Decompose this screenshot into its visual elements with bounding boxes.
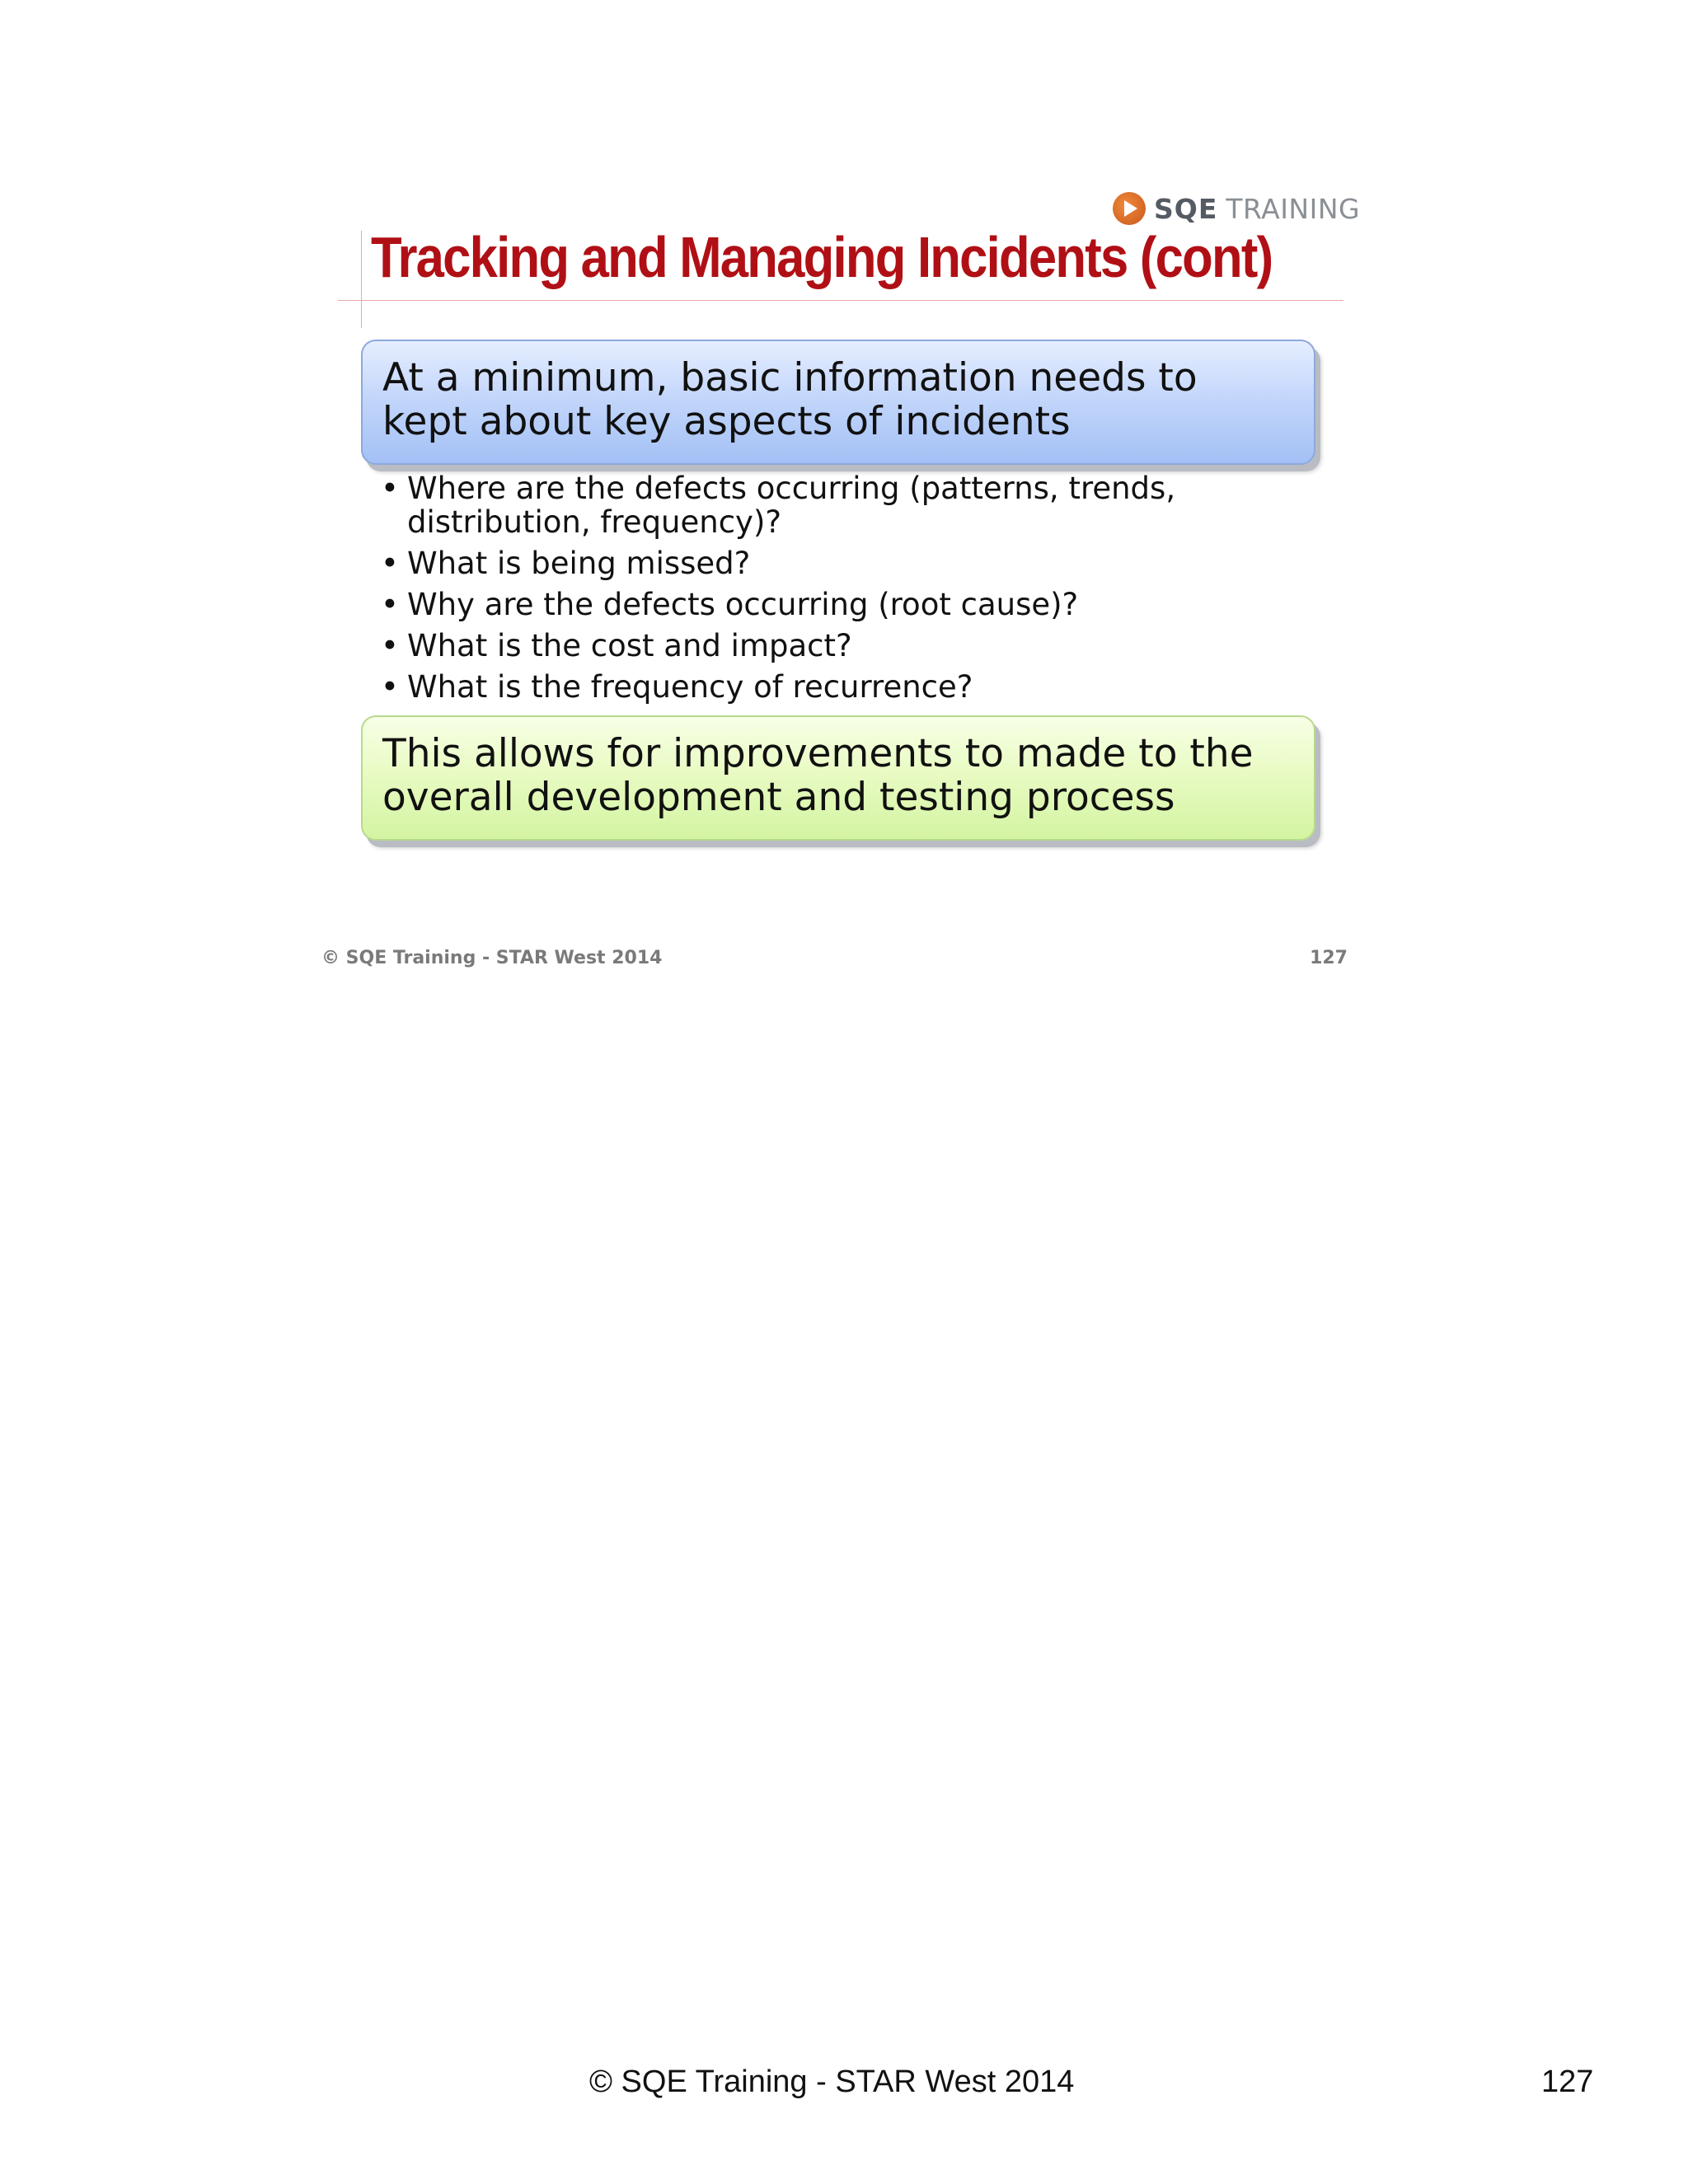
sqe-play-logo-icon	[1113, 192, 1146, 225]
page-number: 127	[1541, 2064, 1594, 2099]
title-vertical-rule	[361, 231, 362, 328]
list-item: • What is the cost and impact?	[381, 629, 1329, 663]
bullet-list	[381, 471, 1329, 711]
list-item: • Why are the defects occurring (root cause)?	[381, 588, 1329, 621]
list-item: • What is being missed?	[381, 546, 1329, 580]
slide-copyright: © SQE Training - STAR West 2014	[321, 948, 663, 968]
slide-title: Tracking and Managing Incidents (cont)	[371, 225, 1273, 289]
list-item: • Where are the defects occurring (patterns, trends, distribution, frequency)?	[381, 471, 1329, 539]
slide-number: 127	[1310, 948, 1348, 968]
key-point-box-top: At a minimum, basic information needs to kept about key aspects of incidents	[361, 340, 1315, 465]
slide	[321, 173, 1360, 997]
page-copyright: © SQE Training - STAR West 2014	[589, 2064, 1075, 2099]
title-horizontal-rule	[338, 300, 1343, 301]
key-point-box-bottom: This allows for improvements to made to the overall development and testing process	[361, 715, 1315, 841]
sqe-training-logo	[1113, 188, 1360, 229]
list-item: • What is the frequency of recurrence?	[381, 670, 1329, 704]
logo-brand-light: TRAINING	[1226, 192, 1361, 225]
logo-brand-bold: SQE	[1154, 192, 1218, 225]
